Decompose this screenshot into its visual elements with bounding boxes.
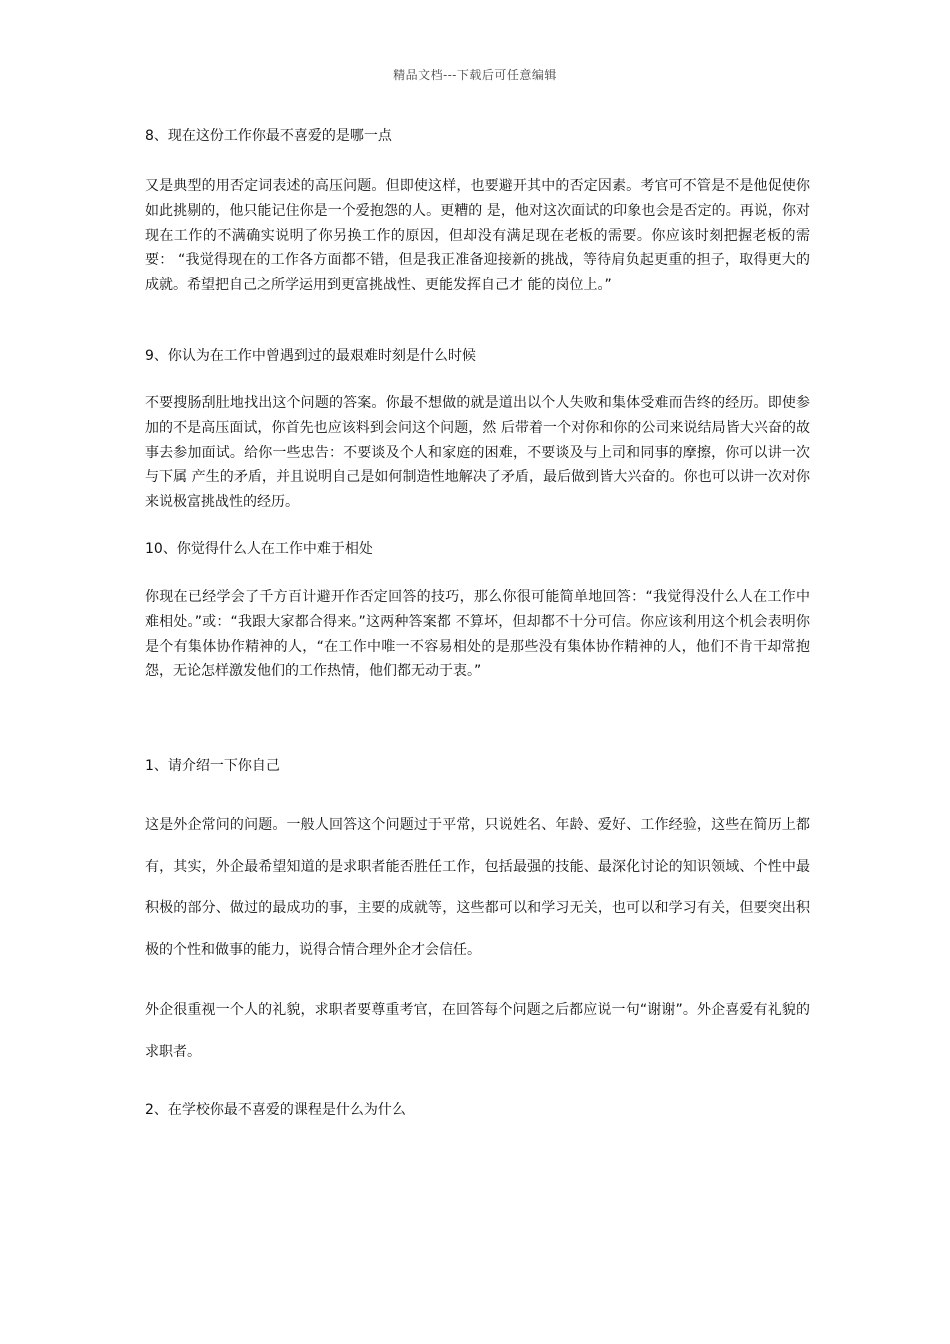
section-paragraph-q10: 你现在已经学会了千方百计避开作否定回答的技巧，那么你很可能简单地回答：“我觉得没什么人在工作中难相处。”或：“我跟大家都合得来。”这两种答案都 不算坏，但却都不十分可信。你应该利用这个机会表明你是个有集体协作精神的人，“在工作中唯一不容易相处的是那些没有集体协作精神的人，他们不肯干却常抱 怨，无论怎样激发他们的工作热情，他们都无动于衷。”: [145, 589, 810, 680]
section-heading-q2: 2、在学校你最不喜爱的课程是什么为什么: [145, 1102, 406, 1118]
section-heading-q9: 9、你认为在工作中曾遇到过的最艰难时刻是什么时候: [145, 348, 476, 364]
section-heading-q8: 8、现在这份工作你最不喜爱的是哪一点: [145, 128, 392, 144]
section-heading-q1: 1、请介绍一下你自己: [145, 758, 280, 774]
section-paragraph-q9: 不要搜肠刮肚地找出这个问题的答案。你最不想做的就是道出以个人失败和集体受难而告终的经历。即使参加的不是高压面试，你首先也应该料到会问这个问题，然 后带着一个对你和你的公司来说结局皆大兴奋的故事去参加面试。给你一些忠告：不要谈及个人和家庭的困难，不要谈及与上司和同事的摩擦，你可以讲一次与下属 产生的矛盾，并且说明自己是如何制造性地解决了矛盾，最后做到皆大兴奋的。你也可以讲一次对你来说极富挑战性的经历。: [145, 395, 810, 511]
section-paragraph-q8: 又是典型的用否定词表述的高压问题。但即使这样，也要避开其中的否定因素。考官可不管是不是他促使你如此挑剔的，他只能记住你是一个爱抱怨的人。更糟的 是，他对这次面试的印象也会是否定的。再说，你对现在工作的不满确实说明了你另换工作的原因，但却没有满足现在老板的需要。你应该时刻把握老板的需要： “我觉得现在的工作各方面都不错，但是我正准备迎接新的挑战，等待肩负起更重的担子，取得更大的成就。希望把自己之所学运用到更富挑战性、更能发挥自己才 能的岗位上。”: [145, 178, 810, 294]
section-paragraph-q1-a: 这是外企常问的问题。一般人回答这个问题过于平常，只说姓名、年龄、爱好、工作经验，这些在简历上都有，其实，外企最希望知道的是求职者能否胜任工作，包括最强的技能、最深化讨论的知识领域、个性中最积极的部分、做过的最成功的事，主要的成就等，这些都可以和学习无关，也可以和学习有关，但要突出积极的个性和做事的能力，说得合情合理外企才会信任。: [145, 817, 810, 958]
section-paragraph-q1-b: 外企很重视一个人的礼貌，求职者要尊重考官，在回答每个问题之后都应说一句“谢谢”。外企喜爱有礼貌的求职者。: [145, 1002, 810, 1060]
section-heading-q10: 10、你觉得什么人在工作中难于相处: [145, 541, 373, 557]
page-header: 精品文档---下载后可任意编辑: [393, 68, 557, 82]
